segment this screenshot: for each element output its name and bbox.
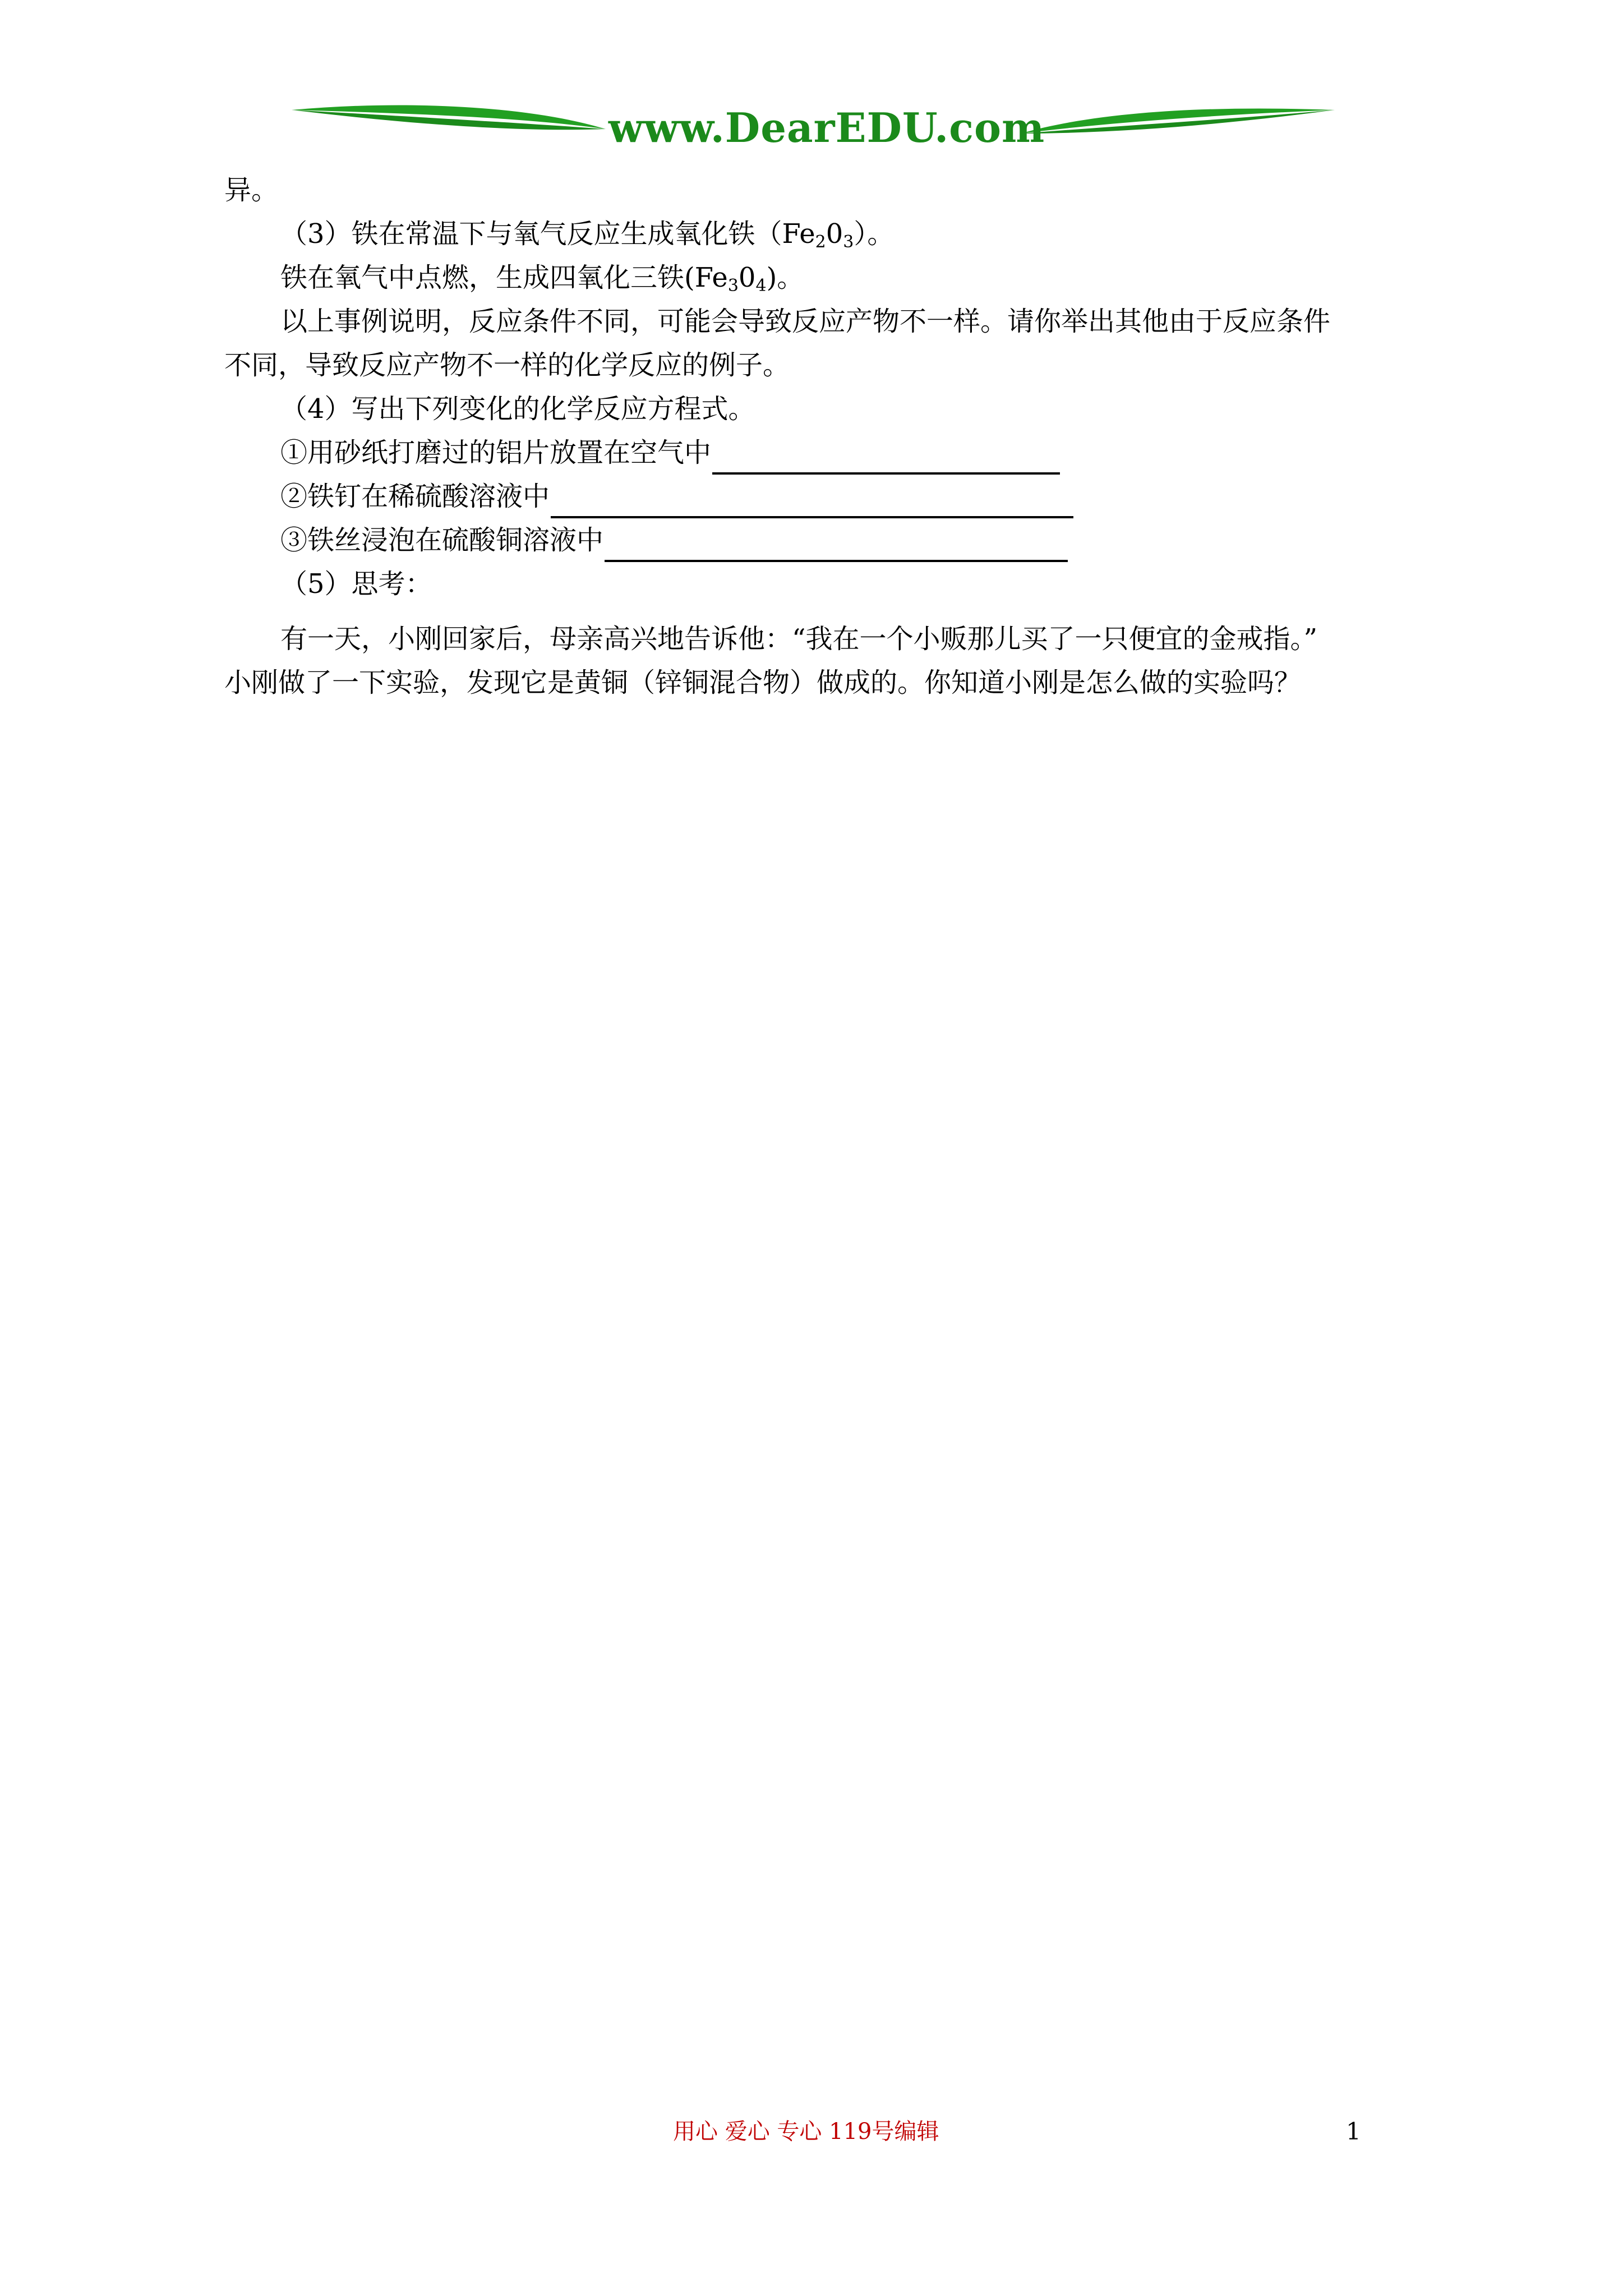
item-3-line: （3）铁在常温下与氧气反应生成氧化铁$(Fe_20_3)$。 (280, 218, 895, 252)
site-header-logo (292, 94, 1335, 162)
item-5-line: （5）思考： (280, 568, 432, 600)
equation-3-line: ③铁丝浸泡在硫酸铜溶液中 (280, 518, 1481, 562)
equation-1-line: ①用砂纸打磨过的铝片放置在空气中 (280, 431, 1481, 475)
page-number: 1 (1346, 2118, 1361, 2145)
answer-blank-2[interactable] (551, 482, 1073, 518)
paragraph-line-2: 不同，导致反应产物不一样的化学反应的例子。 (224, 349, 790, 381)
text-line-continuation: 异。 (224, 174, 279, 206)
answer-blank-1[interactable] (712, 439, 1060, 475)
story-line-1: 有一天，小刚回家后，母亲高兴地告诉他：“我在一个小贩那儿买了一只便宜的金戒指。” (280, 623, 1318, 655)
item-4-line: （4）写出下列变化的化学反应方程式。 (280, 393, 755, 425)
answer-blank-3[interactable] (605, 526, 1068, 562)
equation-2-line: ②铁钉在稀硫酸溶液中 (280, 475, 1481, 518)
paragraph-line-1: 以上事例说明，反应条件不同，可能会导致反应产物不一样。请你举出其他由于反应条件 (280, 306, 1331, 337)
fe3o4-line: 铁在氧气中点燃，生成四氧化三铁$(Fe_30_4)$。 (280, 262, 804, 296)
story-line-2: 小刚做了一下实验，发现它是黄铜（锌铜混合物）做成的。你知道小刚是怎么做的实验吗？ (224, 667, 1302, 698)
footer-editor-note: 用心 爱心 专心 119号编辑 (673, 2119, 939, 2145)
logo-text[interactable]: www.DearEDU.com (608, 104, 1045, 151)
